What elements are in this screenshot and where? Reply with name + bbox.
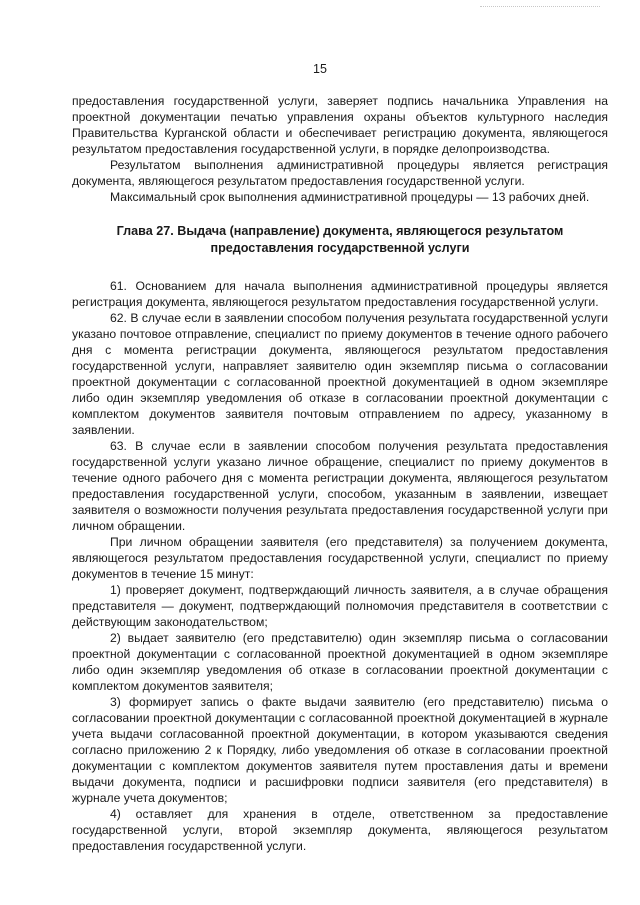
paragraph-max-term: Максимальный срок выполнения административной процедуры — 13 рабочих дней.	[110, 190, 590, 204]
paragraph-result: Результатом выполнения административной процедуры является регистрация документа, являющегося результатом предоставления государственной услуги.	[72, 158, 608, 188]
list-item-2: 2) выдает заявителю (его представителю) один экземпляр письма о согласовании проектной документации с согласованной проектной документацией в одном экземпляре либо один экземпляр уведомления об отказе в согласовании проектной документации с комплектом документов заявителя;	[72, 631, 608, 693]
chapter-heading: Глава 27. Выдача (направление) документа, являющегося результатом предоставления государственной услуги	[116, 224, 564, 255]
list-item-1: 1) проверяет документ, подтверждающий личность заявителя, а в случае обращения представителя — документ, подтверждающий полномочия представителя в соответствии с действующим законодательством;	[72, 583, 608, 629]
paragraph-continued: предоставления государственной услуги, заверяет подпись начальника Управления на проектной документации печатью управления охраны объектов культурного наследия Правительства Курганской области и обеспечивает регистрацию документа, являющегося результатом предоставления государственной услуги, в порядке делопроизводства.	[72, 94, 608, 156]
paragraph-62: 62. В случае если в заявлении способом получения результата государственной услуги указано почтовое отправление, специалист по приему документов в течение одного рабочего дня с момента регистрации документа, являющегося результатом предоставления государственной услуги, направляет заявителю один экземпляр письма о согласовании проектной документации с согласованной проектной документацией в одном экземпляре либо один экземпляр уведомления об отказе в согласовании проектной документации с комплектом документов заявителя почтовым отправлением по адресу, указанному в заявлении.	[72, 311, 608, 437]
list-item-3: 3) формирует запись о факте выдачи заявителю (его представителю) письма о согласовании проектной документации с согласованной проектной документацией в журнале учета выдачи согласованной проектной документации, в котором указываются сведения согласно приложению 2 к Порядку, либо уведомления об отказе в согласовании проектной документации с комплектом документов заявителя путем проставления даты и времени выдачи документа, подписи и расшифровки подписи заявителя (его представителя) в журнале учета документов;	[72, 695, 608, 805]
paragraph-63: 63. В случае если в заявлении способом получения результата предоставления государственной услуги указано личное обращение, специалист по приему документов в течение одного рабочего дня с момента регистрации документа, являющегося результатом предоставления государственной услуги, способом, указанным в заявлении, извещает заявителя о возможности получения результата предоставления государственной услуги при личном обращении.	[72, 439, 608, 533]
scan-artifact	[480, 6, 600, 11]
paragraph-personal-visit: При личном обращении заявителя (его представителя) за получением документа, являющегося результатом предоставления государственной услуги, специалист по приему документов в течение 15 минут:	[72, 535, 608, 581]
list-item-4: 4) оставляет для хранения в отделе, ответственном за предоставление государственной услуги, второй экземпляр документа, являющегося результатом предоставления государственной услуги.	[72, 807, 608, 853]
page-number: 15	[313, 62, 327, 76]
paragraph-61: 61. Основанием для начала выполнения административной процедуры является регистрация документа, являющегося результатом предоставления государственной услуги.	[72, 279, 608, 309]
document-body	[72, 93, 608, 854]
